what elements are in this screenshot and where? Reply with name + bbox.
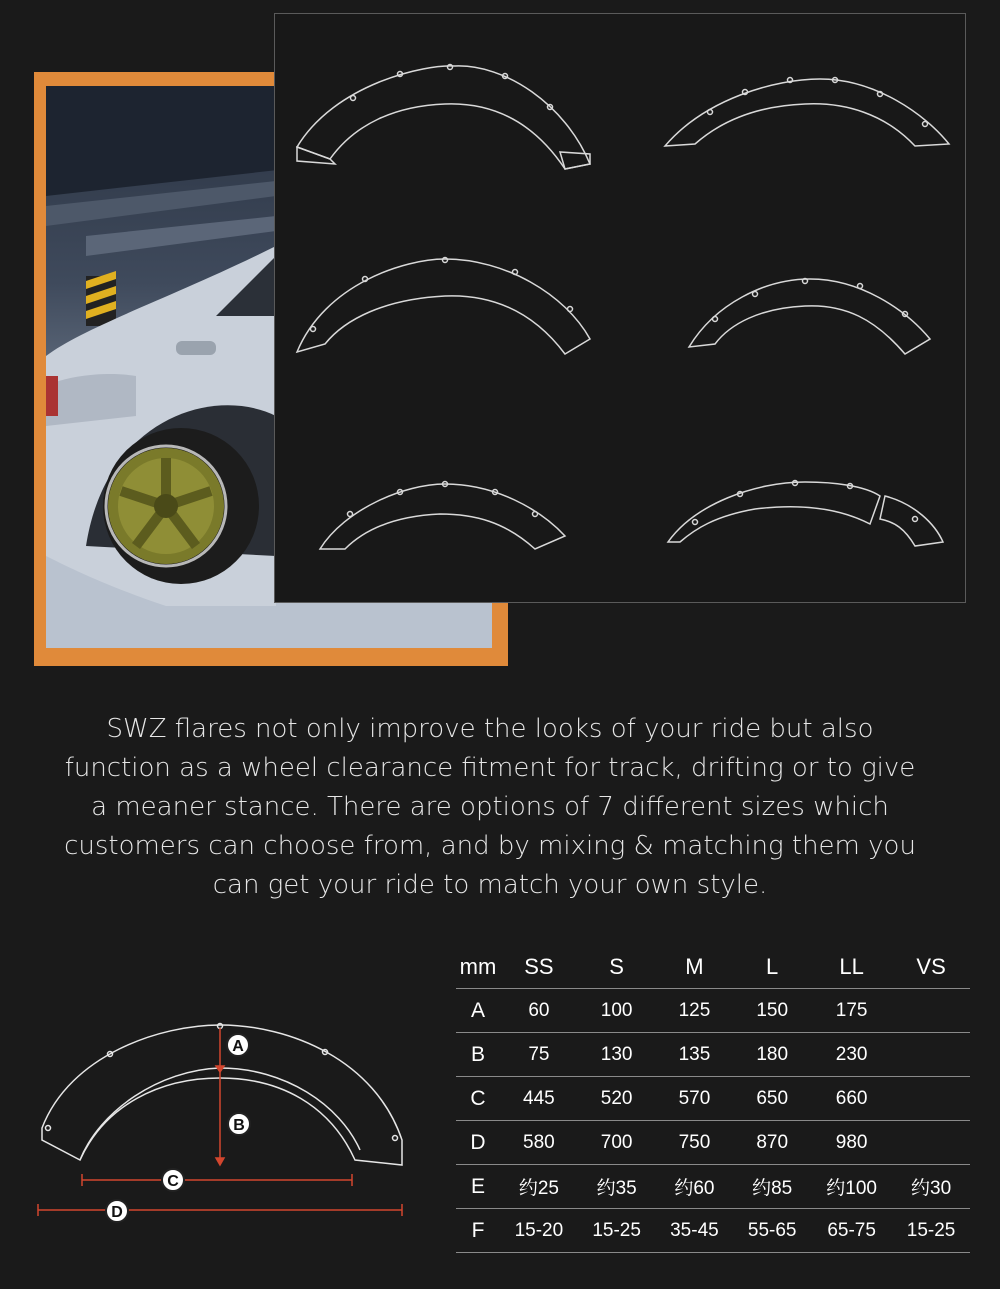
column-header: S [578,946,656,989]
flare-shapes-panel [274,13,966,603]
row-label: D [456,1121,500,1165]
row-label: F [456,1209,500,1253]
flare-outlines [275,14,967,604]
table-row [456,1121,970,1165]
table-cell: 15-25 [892,1209,970,1253]
table-cell: 445 [500,1077,578,1121]
table-cell: 750 [656,1121,734,1165]
table-cell: 约85 [733,1165,811,1209]
row-label: A [456,989,500,1033]
svg-text:D: D [111,1204,123,1221]
table-cell: 580 [500,1121,578,1165]
table-cell: 约35 [578,1165,656,1209]
table-cell: 175 [811,989,892,1033]
diagram-label-d [106,1200,128,1222]
flare-outline-3 [297,258,590,355]
table-cell: 660 [811,1077,892,1121]
row-label: B [456,1033,500,1077]
table-cell: 约100 [811,1165,892,1209]
row-label: E [456,1165,500,1209]
flare-outline-1 [297,65,590,170]
table-cell: 520 [578,1077,656,1121]
table-cell: 980 [811,1121,892,1165]
table-cell: 60 [500,989,578,1033]
table-cell: 230 [811,1033,892,1077]
table-cell: 125 [656,989,734,1033]
flare-outline-2 [665,78,949,147]
svg-text:A: A [232,1038,244,1055]
table-cell: 65-75 [811,1209,892,1253]
flare-outline-5 [320,482,565,550]
svg-text:C: C [167,1173,179,1190]
table-cell: 180 [733,1033,811,1077]
table-cell: 约60 [656,1165,734,1209]
table-cell: 700 [578,1121,656,1165]
table-row [456,1165,970,1209]
column-header: VS [892,946,970,989]
table-cell: 130 [578,1033,656,1077]
table-cell: 55-65 [733,1209,811,1253]
description-text: SWZ flares not only improve the looks of your ride but also function as a wheel clearance fitment for track, drifting or to give a meaner stance. There are options of 7 different sizes which customers can choose from, and by mixing & matching them you can get your ride to match your own style. [64,714,916,900]
column-header: M [656,946,734,989]
table-cell: 35-45 [656,1209,734,1253]
table-row [456,1209,970,1253]
row-label: C [456,1077,500,1121]
table-header-row [456,946,970,989]
table-cell: 570 [656,1077,734,1121]
column-header: SS [500,946,578,989]
unit-header: mm [456,946,500,989]
table-cell: 870 [733,1121,811,1165]
dimension-diagram [30,1010,420,1230]
diagram-label-b [228,1113,250,1135]
table-cell: 100 [578,989,656,1033]
table-cell: 135 [656,1033,734,1077]
diagram-label-a [227,1034,249,1056]
size-table [456,946,970,1253]
table-cell: 约25 [500,1165,578,1209]
flare-outline-6 [668,481,943,547]
svg-text:B: B [233,1117,245,1134]
table-cell: 15-25 [578,1209,656,1253]
flare-outline-4 [689,279,930,355]
table-cell: 75 [500,1033,578,1077]
table-cell [892,989,970,1033]
table-row [456,1077,970,1121]
table-cell: 约30 [892,1165,970,1209]
table-cell: 650 [733,1077,811,1121]
table-cell [892,1077,970,1121]
table-row [456,989,970,1033]
diagram-label-c [162,1169,184,1191]
table-cell: 15-20 [500,1209,578,1253]
column-header: L [733,946,811,989]
table-cell [892,1033,970,1077]
table-row [456,1033,970,1077]
table-cell [892,1121,970,1165]
flare-dimension-drawing [30,1010,420,1230]
table-cell: 150 [733,989,811,1033]
column-header: LL [811,946,892,989]
